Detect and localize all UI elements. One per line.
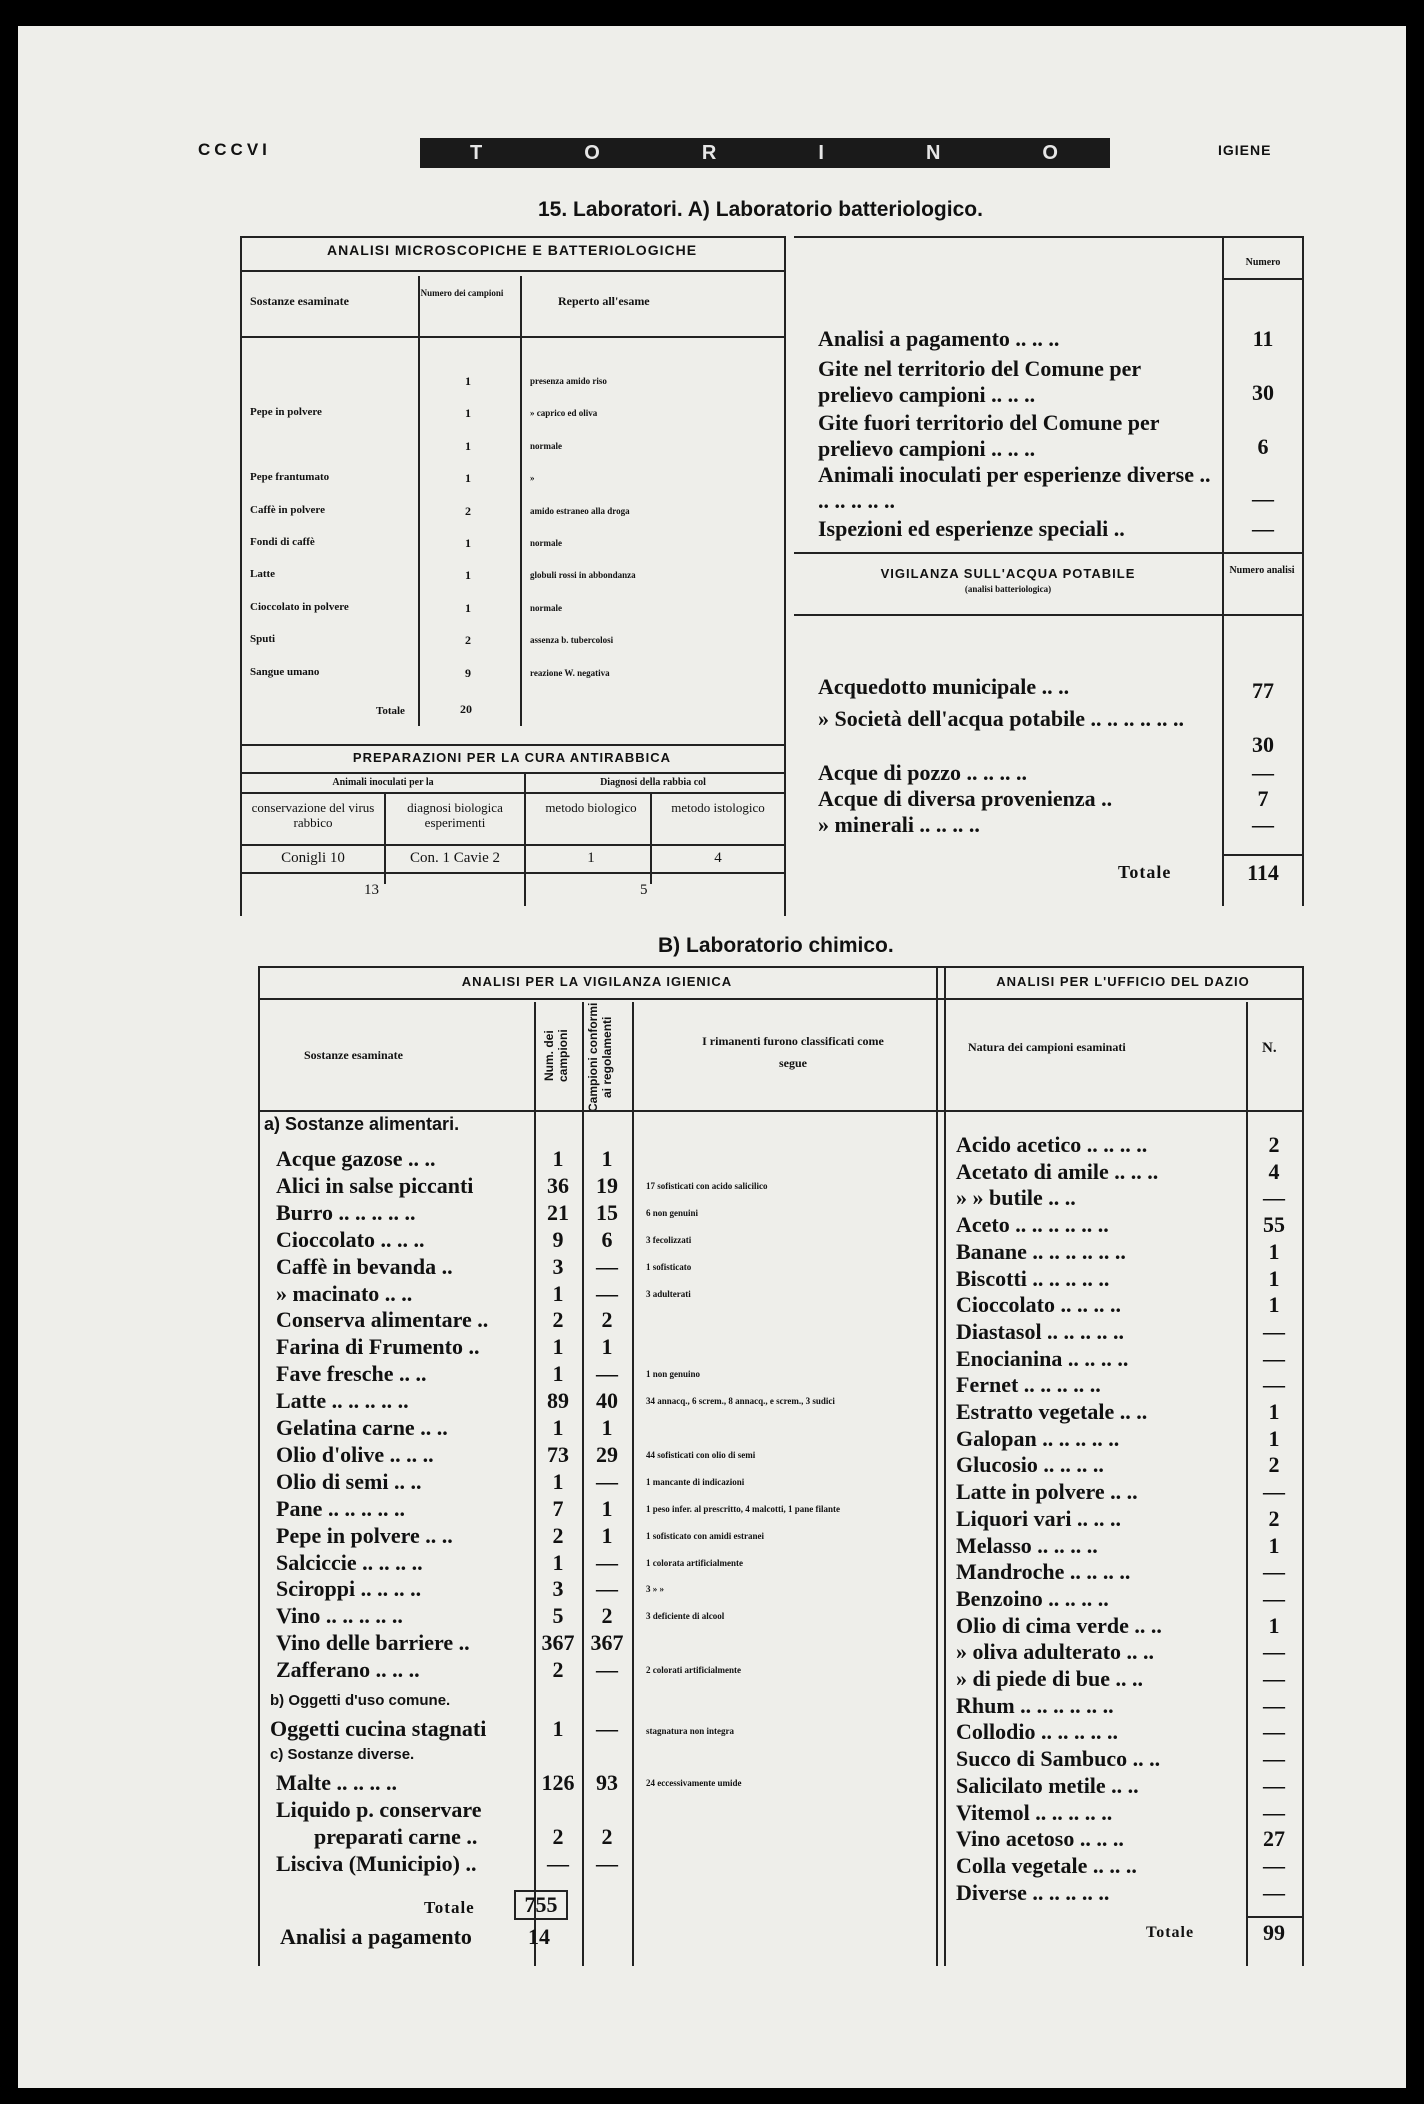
vigilanza-col-rimanenti: I rimanenti furono classificati come segue [702, 1034, 884, 1070]
micro-count: 1 [465, 406, 471, 421]
vig-n: 1 [552, 1146, 564, 1171]
dazio-name: Benzoino .. .. .. .. [956, 1585, 1109, 1611]
rabbia-sub-biologico: metodo biologico [545, 800, 637, 815]
pagamento-row: Analisi a pagamento .. .. .. [818, 326, 1060, 351]
rabbia-val-istologico: 4 [714, 850, 722, 866]
dazio-count: 2 [1268, 1132, 1280, 1157]
vig-n: 1 [552, 1549, 564, 1575]
micro-name: Cioccolato in polvere [250, 600, 349, 613]
vig-n: 2 [552, 1657, 564, 1683]
dazio-name: Glucosio .. .. .. .. [956, 1452, 1104, 1478]
micro-caption: ANALISI MICROSCOPICHE E BATTERIOLOGICHE [326, 242, 698, 258]
acqua-row: » Società dell'acqua potabile .. .. .. .. .. .. [818, 706, 1185, 731]
micro-name: Caffè in polvere [250, 503, 325, 516]
pagamento-head: Numero [1245, 257, 1281, 268]
micro-name: Pepe in polvere [250, 406, 322, 419]
dazio-count: — [1263, 1852, 1285, 1878]
micro-name: Fondi di caffè [250, 536, 315, 548]
micro-name: Sputi [250, 633, 276, 646]
micro-reperto: assenza b. tubercolosi [530, 635, 614, 646]
vig-c: — [596, 1850, 618, 1876]
dazio-count: — [1263, 1772, 1285, 1798]
micro-total-label: Totale [376, 705, 405, 717]
vig-note: 1 non genuino [646, 1369, 701, 1380]
vigilanza-col-conformi: Campioni conformi ai regolamenti [586, 1002, 614, 1112]
vig-c: — [596, 1361, 618, 1387]
micro-count: 2 [465, 633, 471, 648]
dazio-count: 55 [1263, 1212, 1285, 1238]
dazio-name: Colla vegetale .. .. .. [956, 1852, 1137, 1878]
dazio-total: 99 [1263, 1920, 1285, 1945]
vig-c: 1 [601, 1522, 613, 1548]
vig-n: — [547, 1850, 569, 1876]
micro-name: Sangue umano [250, 665, 320, 678]
acqua-total-label: Totale [1118, 862, 1172, 882]
vig-n: 2 [552, 1307, 564, 1333]
micro-name: Latte [250, 568, 276, 581]
dazio-name: Succo di Sambuco .. .. [956, 1746, 1161, 1772]
banner-letter: N [925, 141, 943, 164]
vig-c: — [596, 1576, 618, 1602]
group-b-label: b) Oggetti d'uso comune. [270, 1692, 451, 1709]
dazio-count: — [1263, 1692, 1285, 1718]
dazio-name: Acido acetico .. .. .. .. [956, 1132, 1148, 1157]
vig-n: 2 [552, 1522, 564, 1548]
dazio-name: Melasso .. .. .. .. [956, 1532, 1098, 1558]
vig-c: 2 [601, 1823, 613, 1849]
dazio-name: Enocianina .. .. .. .. [956, 1345, 1129, 1371]
vig-name: Zafferano .. .. .. [276, 1657, 420, 1683]
dazio-name: » oliva adulterato .. .. [956, 1639, 1154, 1665]
vigilanza-total-label: Totale [424, 1898, 475, 1917]
vig-name: Pane .. .. .. .. .. [276, 1495, 405, 1521]
dazio-count: 1 [1268, 1532, 1280, 1558]
acqua-row: Acque di diversa provenienza .. [818, 786, 1113, 811]
vig-c: 2 [601, 1307, 613, 1333]
acqua-head: Numero analisi [1229, 565, 1295, 576]
vig-name: Salciccie .. .. .. .. [276, 1549, 423, 1575]
vig-n: 7 [552, 1495, 564, 1521]
dazio-name: Acetato di amile .. .. .. [956, 1158, 1159, 1184]
dazio-count: 1 [1268, 1292, 1280, 1318]
micro-reperto: » [530, 473, 535, 484]
vig-c: 1 [601, 1334, 613, 1360]
vig-name: Lisciva (Municipio) .. [276, 1850, 477, 1876]
city-banner [420, 138, 1110, 168]
dazio-name: Salicilato metile .. .. [956, 1772, 1139, 1798]
dazio-count: — [1263, 1639, 1285, 1665]
micro-reperto: presenza amido riso [530, 376, 607, 386]
dazio-name: Biscotti .. .. .. .. .. [956, 1265, 1110, 1291]
dazio-count: 2 [1268, 1505, 1280, 1531]
vig-note: 2 colorati artificialmente [646, 1665, 741, 1676]
dazio-name: Diverse .. .. .. .. .. [956, 1879, 1110, 1905]
vig-name: Pepe in polvere .. .. [276, 1522, 453, 1548]
dazio-count: 4 [1268, 1158, 1280, 1184]
dazio-count: 27 [1263, 1826, 1285, 1852]
dazio-count: 1 [1268, 1425, 1280, 1451]
dazio-count: 1 [1268, 1265, 1280, 1291]
vigilanza-col-num: Num. dei campioni [542, 1029, 570, 1083]
acqua-total: 114 [1247, 860, 1279, 885]
micro-col-sostanze: Sostanze esaminate [250, 294, 349, 308]
micro-count: 1 [465, 471, 471, 486]
vig-note: 44 sofisticati con olio di semi [646, 1449, 756, 1460]
dazio-name: Liquori vari .. .. .. [956, 1505, 1122, 1531]
vig-n: 3 [552, 1253, 564, 1279]
micro-count: 1 [465, 438, 471, 453]
banner-letter: R [701, 141, 719, 164]
vig-n: 36 [547, 1172, 569, 1198]
rabbia-val-cavie: Con. 1 Cavie 2 [410, 850, 500, 866]
vig-n: 367 [541, 1630, 575, 1656]
section-label: IGIENE [1218, 142, 1272, 158]
vig-c: 6 [601, 1226, 613, 1252]
micro-count: 9 [465, 665, 471, 680]
vig-name: Liquido p. conservare [276, 1796, 482, 1822]
dazio-count: — [1263, 1746, 1285, 1772]
vig-c: — [596, 1657, 618, 1683]
vig-note: 6 non genuini [646, 1207, 699, 1218]
vig-n: 1 [552, 1415, 564, 1440]
rabbia-val-conigli: Conigli 10 [281, 850, 345, 866]
vig-n: 1 [552, 1334, 564, 1360]
rabbia-sub-istologico: metodo istologico [671, 800, 765, 815]
micro-count: 1 [465, 536, 471, 550]
vig-note: 3 deficiente di alcool [646, 1611, 725, 1622]
vig-name: » macinato .. .. [276, 1280, 413, 1306]
vig-name: Acque gazose .. .. [276, 1146, 436, 1171]
vig-name: Alici in salse piccanti [276, 1172, 474, 1198]
dazio-count: — [1263, 1185, 1285, 1211]
vig-note: 3 fecolizzati [646, 1234, 692, 1245]
micro-name: Pepe frantumato [250, 471, 330, 484]
dazio-count: 1 [1268, 1399, 1280, 1424]
vig-name: Burro .. .. .. .. .. [276, 1199, 416, 1225]
pagamento-count: 14 [528, 1924, 550, 1949]
dazio-name: Latte in polvere .. .. [956, 1479, 1138, 1505]
vig-c: — [596, 1716, 618, 1741]
dazio-name: » di piede di bue .. .. [956, 1666, 1144, 1691]
dazio-count: — [1263, 1799, 1285, 1825]
vig-c: 40 [596, 1388, 618, 1414]
acqua-count: 30 [1252, 732, 1274, 757]
rabbia-total-left: 13 [364, 882, 379, 898]
vigilanza-col-sostanze: Sostanze esaminate [304, 1048, 403, 1062]
banner-letter: I [818, 141, 826, 164]
banner-letter: T [470, 141, 485, 164]
rabbia-caption: PREPARAZIONI PER LA CURA ANTIRABBICA [352, 750, 672, 765]
micro-col-numero: Numero dei campioni [420, 288, 504, 298]
acqua-count: — [1252, 760, 1274, 785]
banner-letter: O [584, 141, 602, 164]
vig-name: Gelatina carne .. .. [276, 1415, 448, 1440]
section-title: 15. Laboratori. A) Laboratorio batteriologico. [538, 198, 983, 221]
row-oggetti [270, 1716, 486, 1742]
vig-note: stagnatura non integra [646, 1726, 735, 1736]
rabbia-right-head: Diagnosi della rabbia col [600, 777, 706, 788]
acqua-count: 7 [1257, 786, 1269, 811]
vig-name: Vino .. .. .. .. .. [276, 1603, 403, 1629]
vig-name: Caffè in bevanda .. [276, 1253, 453, 1279]
vig-c: — [596, 1280, 618, 1306]
vig-note: 1 peso infer. al prescritto, 4 malcotti, 1 pane filante [646, 1503, 840, 1514]
vig-n: 5 [552, 1603, 564, 1629]
dazio-caption: ANALISI PER L'UFFICIO DEL DAZIO [996, 974, 1250, 989]
vig-n: 21 [547, 1199, 569, 1225]
vig-note: 1 colorata artificialmente [646, 1557, 743, 1568]
dazio-count: — [1263, 1372, 1285, 1398]
dazio-name: Vitemol .. .. .. .. .. [956, 1799, 1113, 1825]
dazio-name: Estratto vegetale .. .. [956, 1399, 1148, 1424]
group-c-label: c) Sostanze diverse. [270, 1746, 415, 1763]
vig-c: 93 [596, 1770, 618, 1795]
vig-note: 17 sofisticati con acido salicilico [646, 1180, 768, 1191]
vig-c: 19 [596, 1172, 618, 1198]
acqua-row: Acque di pozzo .. .. .. .. [818, 760, 1027, 785]
acqua-count: 77 [1252, 678, 1274, 703]
vig-c: — [596, 1468, 618, 1494]
dazio-name: Olio di cima verde .. .. [956, 1612, 1162, 1638]
vig-n: 126 [541, 1770, 575, 1795]
micro-col-reperto: Reperto all'esame [558, 294, 650, 308]
dazio-name: Rhum .. .. .. .. .. .. [956, 1692, 1114, 1718]
acqua-subcaption: (analisi batteriologica) [964, 584, 1052, 594]
micro-reperto: » caprico ed oliva [530, 408, 598, 419]
dazio-count: — [1263, 1345, 1285, 1371]
vig-note: 24 eccessivamente umide [646, 1778, 742, 1788]
vig-name: Olio di semi .. .. [276, 1468, 422, 1494]
vig-note: 1 sofisticato con amidi estranei [646, 1530, 764, 1541]
rabbia-sub-diagnosi: diagnosi biologica esperimenti [407, 800, 503, 830]
vig-c: 367 [590, 1630, 624, 1656]
vig-name: Conserva alimentare .. [276, 1307, 489, 1333]
vig-c: — [596, 1253, 618, 1279]
rabbia-left-head: Animali inoculati per la [332, 777, 434, 788]
vig-name: Oggetti cucina stagnati [270, 1716, 487, 1741]
vig-c: — [596, 1549, 618, 1575]
vig-c: 2 [601, 1603, 613, 1629]
pagamento-row: Gite nel territorio del Comune per prelievo campioni .. .. .. [818, 356, 1141, 407]
dazio-count: 2 [1268, 1452, 1280, 1478]
micro-count: 1 [465, 600, 471, 615]
document-page [18, 26, 1406, 2088]
dazio-name: Vino acetoso .. .. .. [956, 1826, 1124, 1852]
dazio-name: Aceto .. .. .. .. .. .. [956, 1212, 1109, 1238]
dazio-count: — [1263, 1559, 1285, 1585]
acqua-row: Acquedotto municipale .. .. [818, 674, 1070, 699]
dazio-count: — [1263, 1585, 1285, 1611]
vig-name: Sciroppi .. .. .. .. [276, 1576, 422, 1602]
vig-n: 1 [552, 1280, 564, 1306]
dazio-name: Banane .. .. .. .. .. .. [956, 1238, 1126, 1264]
vig-n: 73 [547, 1441, 569, 1467]
vig-c: 29 [596, 1441, 618, 1467]
micro-count: 1 [465, 568, 471, 583]
pagamento-row: Ispezioni ed esperienze speciali .. [818, 516, 1125, 541]
dazio-name: Galopan .. .. .. .. .. [956, 1425, 1120, 1451]
vig-n: 9 [552, 1226, 564, 1252]
vig-n: 1 [552, 1468, 564, 1494]
dazio-count: — [1263, 1666, 1285, 1691]
rabbia-val-biologico: 1 [587, 850, 595, 866]
vig-n: 1 [552, 1361, 564, 1387]
pagamento-count: 11 [1252, 326, 1274, 351]
dazio-count: — [1263, 1719, 1285, 1745]
dazio-name: Mandroche .. .. .. .. [956, 1559, 1131, 1585]
dazio-count: — [1263, 1479, 1285, 1505]
group-a-label: a) Sostanze alimentari. [264, 1114, 460, 1134]
vig-n: 89 [547, 1388, 569, 1414]
dazio-col-n: N. [1262, 1040, 1277, 1056]
vig-c: 1 [601, 1146, 613, 1171]
micro-total: 20 [460, 702, 472, 716]
vig-name: preparati carne .. [314, 1823, 478, 1849]
vigilanza-caption: ANALISI PER LA VIGILANZA IGIENICA [461, 974, 733, 989]
pagamento-count: — [1252, 486, 1274, 511]
vig-note: 1 sofisticato [646, 1261, 692, 1272]
dazio-total-label: Totale [1146, 1924, 1195, 1941]
micro-reperto: normale [530, 440, 562, 451]
vig-c: 1 [601, 1495, 613, 1521]
page-number: CCCVI [198, 140, 271, 159]
dazio-name: » » butile .. .. [956, 1185, 1076, 1211]
vig-n: 2 [552, 1823, 564, 1849]
banner-letter: O [1042, 141, 1060, 164]
vig-name: Malte .. .. .. .. [276, 1770, 397, 1795]
acqua-count: — [1252, 812, 1274, 837]
micro-reperto: globuli rossi in abbondanza [530, 570, 636, 581]
chimico-title: B) Laboratorio chimico. [658, 934, 894, 957]
acqua-row: » minerali .. .. .. .. [818, 812, 980, 837]
pagamento-count: — [1252, 516, 1274, 541]
dazio-count: — [1263, 1318, 1285, 1344]
vig-name: Vino delle barriere .. [276, 1630, 470, 1656]
dazio-name: Diastasol .. .. .. .. .. [956, 1318, 1125, 1344]
vig-name: Latte .. .. .. .. .. [276, 1388, 409, 1414]
dazio-col-natura: Natura dei campioni esaminati [968, 1040, 1126, 1054]
vig-name: Cioccolato .. .. .. [276, 1226, 425, 1252]
micro-count: 2 [465, 503, 471, 518]
vig-note: 3 » » [646, 1584, 664, 1595]
vig-name: Fave fresche .. .. [276, 1361, 427, 1387]
dazio-name: Fernet .. .. .. .. .. [956, 1372, 1101, 1398]
rabbia-sub-conservazione: conservazione del virus rabbico [251, 800, 375, 830]
vigilanza-total: 755 [514, 1890, 568, 1920]
pagamento-label: Analisi a pagamento [280, 1924, 472, 1949]
dazio-count: 1 [1268, 1612, 1280, 1638]
vig-name: Olio d'olive .. .. .. [276, 1441, 434, 1467]
acqua-caption: VIGILANZA SULL'ACQUA POTABILE [880, 566, 1136, 581]
micro-count: 1 [465, 374, 471, 388]
micro-reperto: normale [530, 602, 562, 613]
dazio-name: Collodio .. .. .. .. .. [956, 1719, 1118, 1745]
vig-n: 1 [552, 1716, 564, 1741]
pagamento-row: Gite fuori territorio del Comune per prelievo campioni .. .. .. [818, 410, 1160, 461]
micro-reperto: amido estraneo alla droga [530, 505, 630, 516]
vig-c: 15 [596, 1199, 618, 1225]
pagamento-count: 30 [1252, 380, 1274, 405]
vig-name: Farina di Frumento .. [276, 1334, 480, 1360]
pagamento-count: 6 [1257, 434, 1269, 459]
pagamento-row: Animali inoculati per esperienze diverse .. .. .. .. .. .. [818, 462, 1211, 513]
dazio-count: — [1263, 1879, 1285, 1905]
micro-reperto: reazione W. negativa [530, 667, 610, 678]
dazio-count: 1 [1268, 1238, 1280, 1264]
vig-note: 3 adulterati [646, 1288, 691, 1299]
vig-note: 1 mancante di indicazioni [646, 1476, 745, 1487]
vig-n: 3 [552, 1576, 564, 1602]
vig-note: 34 annacq., 6 screm., 8 annacq., e screm., 3 sudici [646, 1396, 835, 1407]
vig-c: 1 [601, 1415, 613, 1440]
dazio-name: Cioccolato .. .. .. .. [956, 1292, 1121, 1318]
rabbia-total-right: 5 [640, 882, 648, 898]
micro-reperto: normale [530, 538, 562, 548]
